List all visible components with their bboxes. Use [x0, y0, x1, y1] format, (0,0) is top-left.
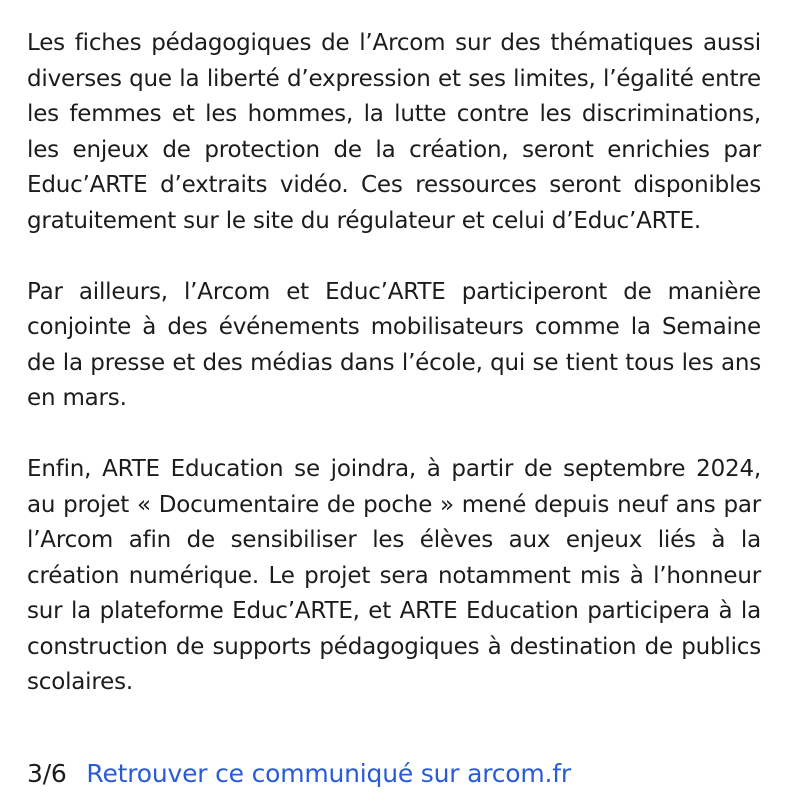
page-footer — [27, 756, 571, 792]
document-body — [27, 26, 761, 701]
paragraph-documentaire-de-poche: Enfin, ARTE Education se joindra, à partir de septembre 2024, au projet « Documentaire de poche » mené depuis neuf ans par l’Arcom afin de sensibiliser les élèves aux enjeux liés à la création numérique. Le projet sera notamment mis à l’honneur sur la plateforme Educ’ARTE, et ARTE Education participera à la construction de supports pédagogiques à destination de publics scolaires. — [27, 456, 761, 695]
paragraph-evenements: Par ailleurs, l’Arcom et Educ’ARTE participeront de manière conjointe à des événements mobilisateurs comme la Semaine de la presse et des médias dans l’école, qui se tient tous les ans en mars. — [27, 278, 761, 411]
communique-link[interactable]: Retrouver ce communiqué sur arcom.fr — [86, 759, 571, 788]
page-indicator: 3/6 — [27, 759, 67, 788]
paragraph-fiches-pedagogiques: Les fiches pédagogiques de l’Arcom sur des thématiques aussi diverses que la liberté d’expression et ses limites, l’égalité entre les femmes et les hommes, la lutte contre les discriminations, les enjeux de protection de la création, seront enrichies par Educ’ARTE d’extraits vidéo. Ces ressources seront disponibles gratuitement sur le site du régulateur et celui d’Educ’ARTE. — [27, 30, 761, 234]
